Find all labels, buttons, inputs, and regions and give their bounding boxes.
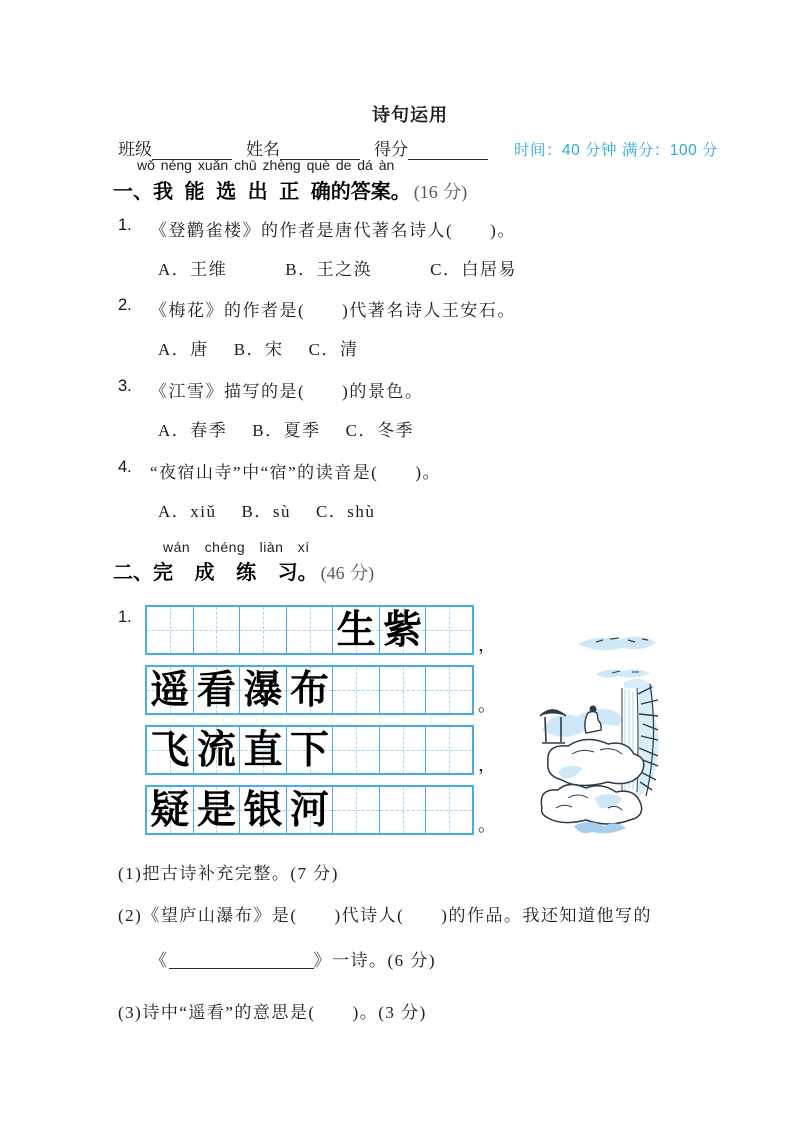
grid-cell [194,787,241,833]
question-2-number: 2. [118,296,132,314]
grid-cell [194,667,241,713]
grid-cell [380,787,427,833]
grid-cell [240,787,287,833]
grid-cell [147,607,194,653]
writing-grid-row-2 [145,665,474,715]
grid-char: 下 [290,728,330,772]
question-4-text: “夜宿山寺”中“宿”的读音是( )。 [150,463,442,482]
grid-punct-2: 。 [478,695,496,715]
question-2 [118,296,516,321]
grid-char [380,787,426,833]
grid-char [426,607,472,653]
section-two-pinyin: wán chéng liàn xí [163,539,310,555]
grid-cell [380,727,427,773]
question-1-number: 1. [118,216,132,234]
option-b: B．夏季 [252,421,321,440]
grid-char: 直 [243,728,283,772]
grid-char [380,667,426,713]
grid-cell [147,667,194,713]
subquestion-2-line2 [150,946,436,971]
grid-punct-4: 。 [478,815,496,835]
grid-char [194,607,240,653]
grid-char: 生 [336,608,376,652]
grid-cell [287,667,334,713]
grid-char: 流 [196,728,236,772]
grid-cell [333,787,380,833]
option-a: A．春季 [158,421,228,440]
grid-cell [380,667,427,713]
grid-char [287,607,333,653]
question-2-options [158,335,358,360]
grid-char: 飞 [150,728,190,772]
grid-char [333,727,379,773]
grid-cell [333,727,380,773]
question-4 [118,458,441,483]
grid-cell [333,667,380,713]
question-3-number: 3. [118,377,132,395]
section-one-heading-text: 一、我 能 选 出 正 确的答案。 [113,181,411,203]
grid-char: 银 [243,788,283,832]
grid-cell [426,787,472,833]
waterfall-mountain-ink-painting [538,612,668,838]
writing-grid-row-1 [145,605,474,655]
grid-cell [287,787,334,833]
section-two-heading-text: 二、完 成 练 习。 [113,562,318,584]
option-b: B．王之涣 [285,260,373,279]
option-a: A．王维 [158,260,228,279]
grid-char [240,607,286,653]
item-1-label: 1. [118,608,132,626]
section-two-points: (46 分) [320,563,375,583]
grid-punct-3: ， [478,755,496,775]
grid-cell [426,727,472,773]
grid-cell [287,727,334,773]
option-a: A．唐 [158,340,209,359]
grid-cell [194,727,241,773]
section-one-heading [113,175,467,204]
grid-char: 是 [196,788,236,832]
cloud-top [578,636,656,677]
grid-char: 疑 [150,788,190,832]
grid-char [380,727,426,773]
section-one-points: (16 分) [413,182,468,202]
grid-char [333,667,379,713]
grid-char: 紫 [383,608,423,652]
grid-cell [426,607,472,653]
grid-char [147,607,193,653]
option-c: C．清 [308,340,359,359]
question-1-options [158,255,517,280]
question-2-text: 《梅花》的作者是( )代著名诗人王安石。 [150,301,516,320]
question-4-options [158,497,375,522]
grid-punct-1: ， [478,635,496,655]
question-1-text: 《登鹳雀楼》的作者是唐代著名诗人( )。 [150,221,516,240]
grid-char: 布 [290,668,330,712]
grid-char [426,667,472,713]
writing-grid-row-4 [145,785,474,835]
grid-cell [380,607,427,653]
grid-cell [287,607,334,653]
subquestion-1: (1)把古诗补充完整。(7 分) [118,864,339,883]
name-label: 姓名 [246,140,280,159]
grid-char [426,727,472,773]
subquestion-3: (3)诗中“遥看”的意思是( )。(3 分) [118,1003,427,1022]
class-label: 班级 [118,140,152,159]
time-score-info: 时间：40 分钟 满分：100 分 [514,142,719,159]
grid-cell [194,607,241,653]
option-a: A．xiǔ [158,502,217,521]
option-c: C．白居易 [430,260,517,279]
option-b: B．宋 [233,340,284,359]
option-c: C．冬季 [345,421,414,440]
option-b: B．sù [241,502,291,521]
grid-cell [426,667,472,713]
writing-grid-row-3 [145,725,474,775]
grid-char: 遥 [150,668,190,712]
question-4-number: 4. [118,458,132,476]
grid-cell [240,727,287,773]
grid-cell [240,667,287,713]
section-two-heading [113,556,374,585]
grid-cell [240,607,287,653]
grid-cell [147,727,194,773]
book-bracket-open: 《 [150,951,169,970]
section-one-pinyin: wǒ néng xuǎn chū zhèng què de dá àn [137,157,395,173]
grid-char: 看 [196,668,236,712]
grid-char [333,787,379,833]
score-label: 得分 [374,140,408,159]
grid-char [426,787,472,833]
question-3-options [158,416,414,441]
option-c: C．shù [315,502,376,521]
subquestion-2: (2)《望庐山瀑布》是( )代诗人( )的作品。我还知道他写的 [118,906,652,925]
question-3 [118,377,423,402]
grid-cell [147,787,194,833]
grid-char: 河 [290,788,330,832]
score-blank-line [408,141,488,160]
page-title: 诗句运用 [372,105,448,125]
grid-char: 瀑 [243,668,283,712]
subquestion-2-line2-tail: 》一诗。(6 分) [313,951,437,970]
question-1 [118,216,516,241]
grid-cell [333,607,380,653]
title-blank-line [169,950,314,969]
question-3-text: 《江雪》描写的是( )的景色。 [150,382,424,401]
